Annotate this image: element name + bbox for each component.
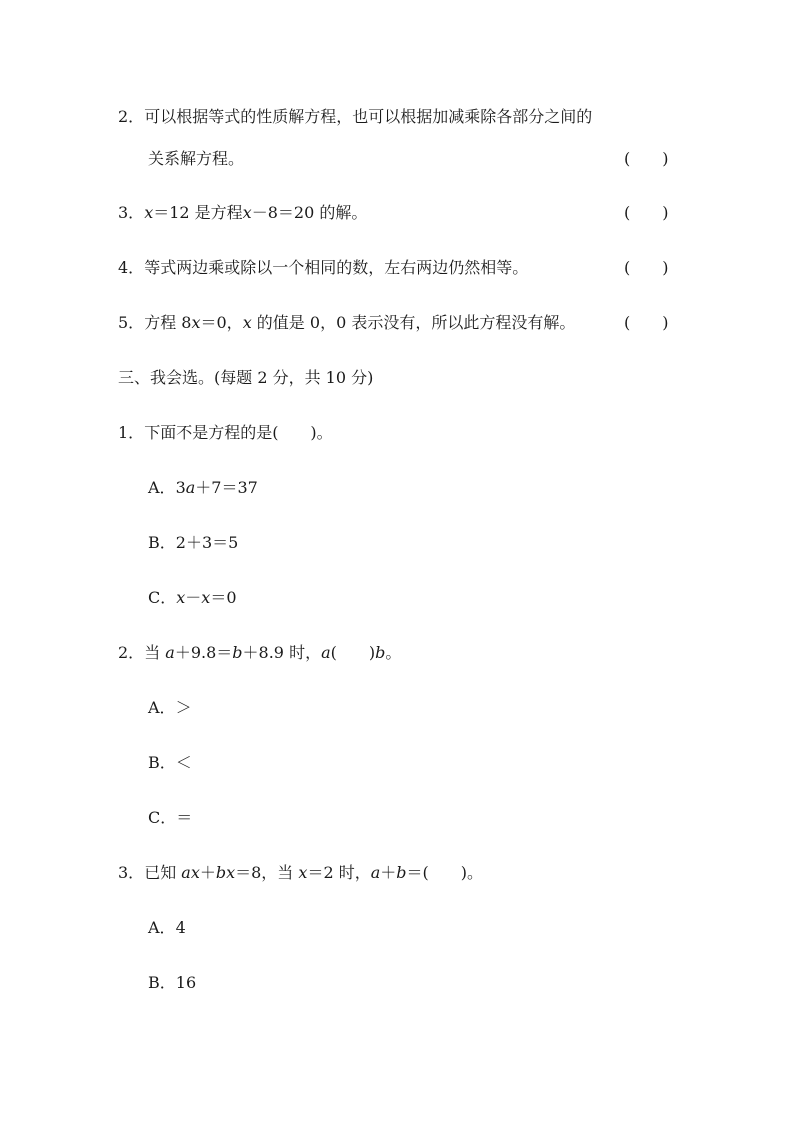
option-b[interactable] bbox=[148, 532, 238, 554]
option-b[interactable] bbox=[148, 972, 196, 994]
answer-blank[interactable]: ＝( )。 bbox=[406, 863, 484, 882]
option-c[interactable] bbox=[148, 807, 192, 829]
variable: x bbox=[242, 313, 252, 332]
item-text: 方程 8 bbox=[144, 313, 192, 332]
option-text: 4 bbox=[175, 918, 186, 937]
variable: x bbox=[242, 203, 252, 222]
question-stem: 。 bbox=[385, 643, 402, 662]
item-number: 3． bbox=[118, 203, 145, 222]
option-label: B． bbox=[148, 533, 176, 552]
question-stem: ＝2 时， bbox=[307, 863, 371, 882]
question-stem: 当 bbox=[144, 643, 166, 662]
option-text: 3 bbox=[175, 478, 186, 497]
question-stem: ＝8，当 bbox=[235, 863, 299, 882]
variable: b bbox=[375, 643, 386, 662]
variable: x bbox=[191, 313, 201, 332]
option-text: ＝0 bbox=[210, 588, 237, 607]
question-number: 3． bbox=[118, 863, 145, 882]
answer-blank[interactable]: ( ) bbox=[330, 643, 376, 662]
option-label: A． bbox=[148, 478, 176, 497]
question-number: 1． bbox=[118, 423, 145, 442]
option-text: ＜ bbox=[175, 753, 192, 772]
item-number: 5． bbox=[118, 313, 145, 332]
item-text: 的值是 0，0 表示没有，所以此方程没有解。 bbox=[251, 313, 576, 332]
variable: a bbox=[185, 478, 196, 497]
option-a[interactable] bbox=[148, 697, 192, 719]
variable: ax bbox=[181, 863, 200, 882]
judge-item-5 bbox=[118, 312, 575, 334]
option-text: 2＋3＝5 bbox=[175, 533, 239, 552]
option-a[interactable] bbox=[148, 477, 258, 499]
item-text: －8＝20 的解。 bbox=[251, 203, 368, 222]
question-stem: ＋9.8＝ bbox=[174, 643, 233, 662]
variable: x bbox=[144, 203, 154, 222]
variable: bx bbox=[215, 863, 236, 882]
option-label: A． bbox=[148, 918, 176, 937]
judge-item-2-continued bbox=[148, 148, 244, 170]
judge-item-2 bbox=[118, 106, 592, 128]
question-1 bbox=[118, 422, 333, 444]
item-number: 4． bbox=[118, 258, 145, 277]
answer-paren-2[interactable]: ( ) bbox=[624, 149, 669, 168]
judge-item-4 bbox=[118, 257, 528, 279]
option-label: A． bbox=[148, 698, 176, 717]
option-text: ＝ bbox=[176, 808, 193, 827]
item-text: 可以根据等式的性质解方程，也可以根据加减乘除各部分之间的 bbox=[144, 107, 593, 126]
question-stem: 已知 bbox=[144, 863, 182, 882]
variable: x bbox=[176, 588, 186, 607]
judge-item-3 bbox=[118, 202, 367, 224]
option-text: 16 bbox=[175, 973, 197, 992]
item-text: ＝12 是方程 bbox=[153, 203, 243, 222]
answer-paren-3[interactable]: ( ) bbox=[624, 203, 669, 222]
option-label: C． bbox=[148, 808, 177, 827]
question-stem: ＋ bbox=[199, 863, 216, 882]
question-stem: ＋ bbox=[380, 863, 397, 882]
question-stem: 下面不是方程的是( )。 bbox=[144, 423, 333, 442]
option-c[interactable] bbox=[148, 587, 237, 609]
variable: x bbox=[298, 863, 308, 882]
variable: b bbox=[396, 863, 407, 882]
option-label: C． bbox=[148, 588, 177, 607]
item-text: 关系解方程。 bbox=[148, 149, 245, 168]
answer-paren-4[interactable]: ( ) bbox=[624, 258, 669, 277]
item-text: 等式两边乘或除以一个相同的数，左右两边仍然相等。 bbox=[144, 258, 529, 277]
option-label: B． bbox=[148, 753, 176, 772]
item-number: 2． bbox=[118, 107, 145, 126]
variable: b bbox=[232, 643, 243, 662]
variable: a bbox=[321, 643, 331, 662]
answer-paren-5[interactable]: ( ) bbox=[624, 313, 669, 332]
variable: a bbox=[165, 643, 175, 662]
section-title: 三、我会选。(每题 2 分，共 10 分) bbox=[118, 368, 374, 387]
option-a[interactable] bbox=[148, 917, 186, 939]
option-text: ＋7＝37 bbox=[195, 478, 258, 497]
option-text: － bbox=[185, 588, 202, 607]
variable: x bbox=[201, 588, 211, 607]
question-stem: ＋8.9 时， bbox=[242, 643, 322, 662]
item-text: ＝0， bbox=[200, 313, 243, 332]
question-3 bbox=[118, 862, 483, 884]
option-b[interactable] bbox=[148, 752, 192, 774]
option-label: B． bbox=[148, 973, 176, 992]
question-2 bbox=[118, 642, 401, 664]
option-text: ＞ bbox=[175, 698, 192, 717]
question-number: 2． bbox=[118, 643, 145, 662]
variable: a bbox=[370, 863, 381, 882]
